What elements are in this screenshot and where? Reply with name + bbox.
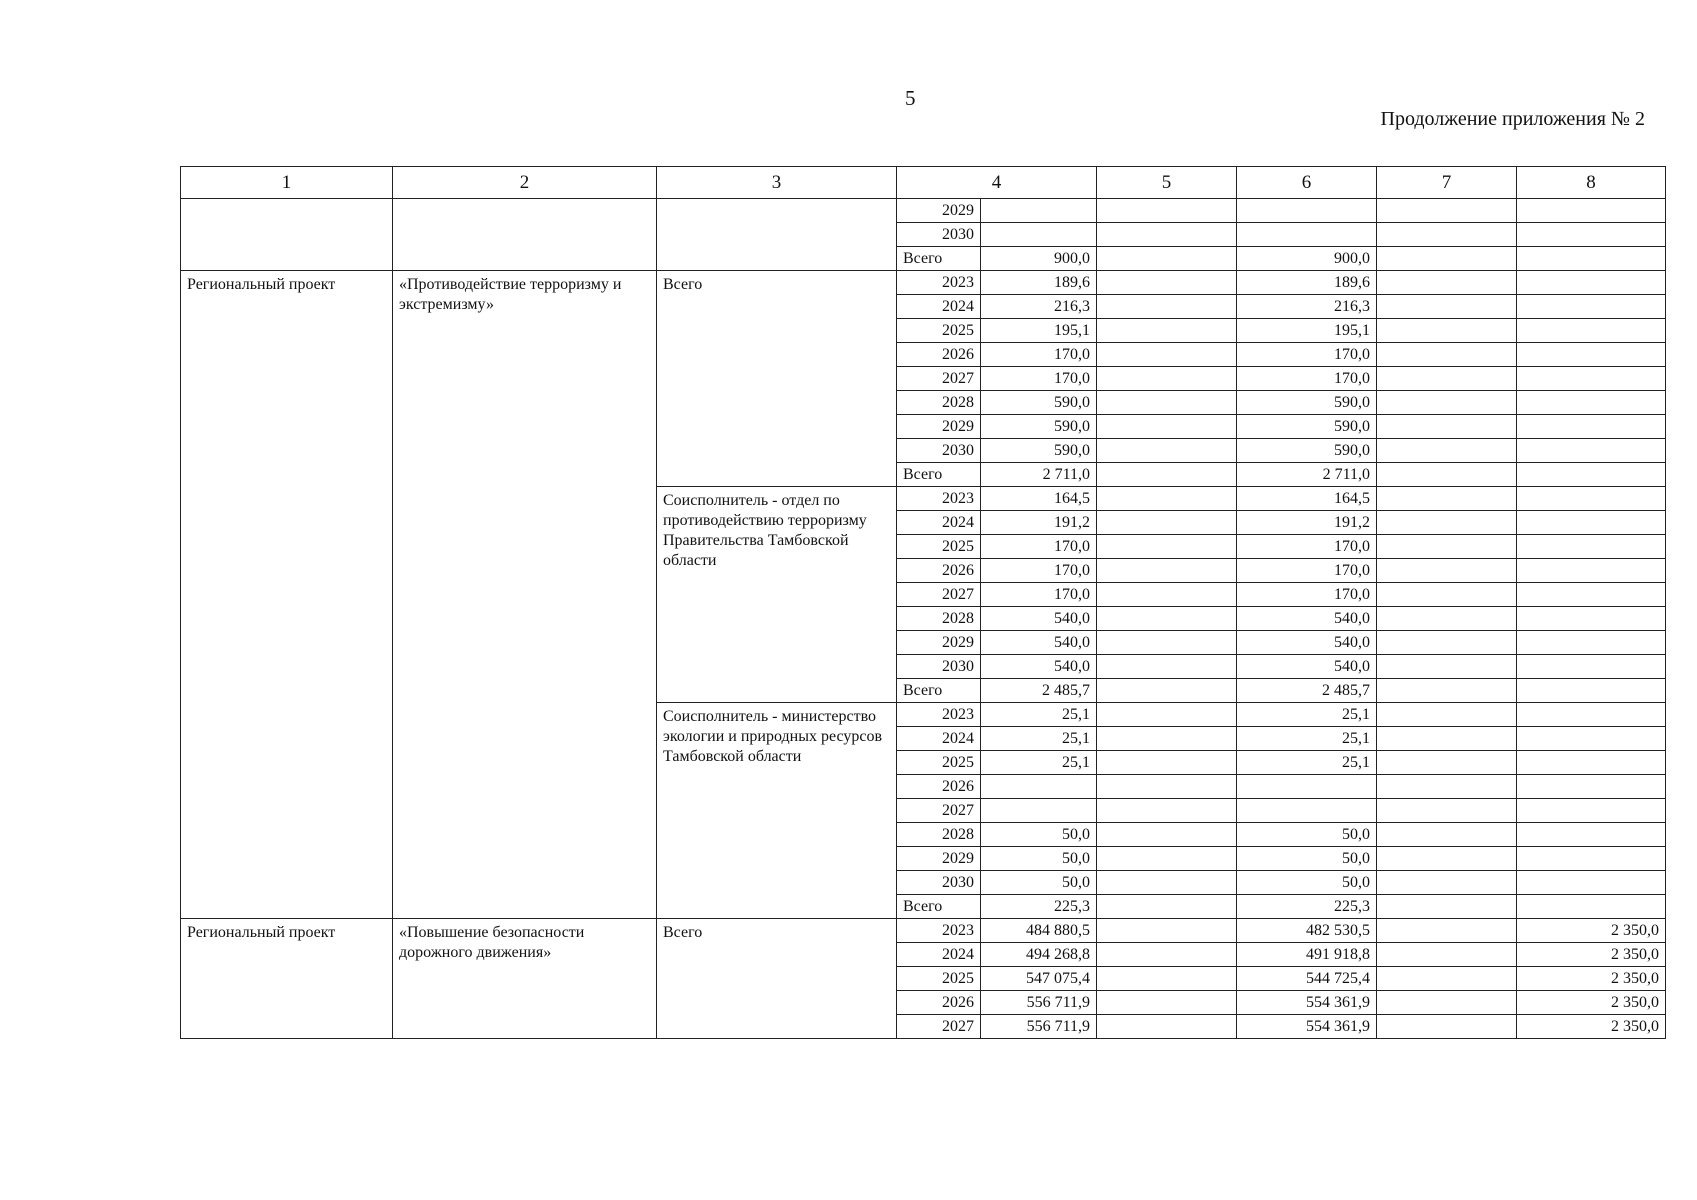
col8-cell <box>1517 199 1666 223</box>
col8-cell <box>1517 655 1666 679</box>
col6-cell: 170,0 <box>1237 559 1377 583</box>
col8-cell <box>1517 463 1666 487</box>
col7-cell <box>1377 223 1517 247</box>
col6-cell: 554 361,9 <box>1237 1015 1377 1039</box>
total-cell: 590,0 <box>981 415 1097 439</box>
year-cell: 2024 <box>897 295 981 319</box>
col6-cell <box>1237 199 1377 223</box>
col8-cell <box>1517 631 1666 655</box>
year-cell: 2024 <box>897 943 981 967</box>
table-body <box>181 167 1666 1039</box>
col6-cell: 225,3 <box>1237 895 1377 919</box>
col5-cell <box>1097 991 1237 1015</box>
col6-cell: 170,0 <box>1237 583 1377 607</box>
col6-cell: 164,5 <box>1237 487 1377 511</box>
total-cell <box>981 223 1097 247</box>
col5-cell <box>1097 895 1237 919</box>
col7-cell <box>1377 799 1517 823</box>
col6-cell: 2 485,7 <box>1237 679 1377 703</box>
col6-cell: 590,0 <box>1237 391 1377 415</box>
year-cell: 2029 <box>897 199 981 223</box>
col5-cell <box>1097 487 1237 511</box>
col8-cell <box>1517 847 1666 871</box>
col6-cell: 25,1 <box>1237 751 1377 775</box>
col7-cell <box>1377 943 1517 967</box>
col5-cell <box>1097 463 1237 487</box>
col7-cell <box>1377 271 1517 295</box>
year-cell: 2030 <box>897 223 981 247</box>
appendix-note: Продолжение приложения № 2 <box>1380 108 1645 130</box>
col6-cell: 544 725,4 <box>1237 967 1377 991</box>
col5-cell <box>1097 439 1237 463</box>
continuation-col1-cell <box>181 199 393 271</box>
total-cell: 50,0 <box>981 823 1097 847</box>
col5-cell <box>1097 271 1237 295</box>
col7-cell <box>1377 823 1517 847</box>
col5-cell <box>1097 727 1237 751</box>
col5-cell <box>1097 511 1237 535</box>
col5-cell <box>1097 799 1237 823</box>
header-cell-2: 2 <box>393 167 657 199</box>
col7-cell <box>1377 727 1517 751</box>
col6-cell: 170,0 <box>1237 367 1377 391</box>
col6-cell: 170,0 <box>1237 343 1377 367</box>
col6-cell: 50,0 <box>1237 823 1377 847</box>
year-cell: 2029 <box>897 847 981 871</box>
year-cell: 2023 <box>897 487 981 511</box>
col6-cell: 540,0 <box>1237 607 1377 631</box>
col8-cell <box>1517 895 1666 919</box>
col7-cell <box>1377 463 1517 487</box>
col6-cell: 590,0 <box>1237 439 1377 463</box>
col8-cell <box>1517 271 1666 295</box>
year-cell: 2026 <box>897 343 981 367</box>
col5-cell <box>1097 967 1237 991</box>
year-cell: 2026 <box>897 559 981 583</box>
col6-cell <box>1237 223 1377 247</box>
year-cell: Всего <box>897 247 981 271</box>
col7-cell <box>1377 679 1517 703</box>
col6-cell: 216,3 <box>1237 295 1377 319</box>
col8-cell <box>1517 247 1666 271</box>
page-number: 5 <box>905 86 916 110</box>
year-cell: 2027 <box>897 1015 981 1039</box>
col8-cell <box>1517 439 1666 463</box>
total-cell: 900,0 <box>981 247 1097 271</box>
col7-cell <box>1377 583 1517 607</box>
col8-cell <box>1517 535 1666 559</box>
project-type-cell: Региональный проект <box>181 271 393 919</box>
col6-cell: 170,0 <box>1237 535 1377 559</box>
year-cell: 2023 <box>897 271 981 295</box>
col7-cell <box>1377 247 1517 271</box>
year-cell: Всего <box>897 679 981 703</box>
col6-cell: 540,0 <box>1237 631 1377 655</box>
total-cell: 540,0 <box>981 655 1097 679</box>
total-cell <box>981 199 1097 223</box>
col8-cell <box>1517 871 1666 895</box>
col7-cell <box>1377 919 1517 943</box>
col7-cell <box>1377 319 1517 343</box>
col5-cell <box>1097 343 1237 367</box>
col8-cell <box>1517 559 1666 583</box>
year-cell: 2025 <box>897 319 981 343</box>
col8-cell <box>1517 391 1666 415</box>
total-cell: 484 880,5 <box>981 919 1097 943</box>
col6-cell: 540,0 <box>1237 655 1377 679</box>
header-cell-8: 8 <box>1517 167 1666 199</box>
year-cell: 2030 <box>897 439 981 463</box>
year-cell: 2026 <box>897 775 981 799</box>
col7-cell <box>1377 511 1517 535</box>
total-cell: 2 711,0 <box>981 463 1097 487</box>
year-cell: 2027 <box>897 799 981 823</box>
col7-cell <box>1377 199 1517 223</box>
col6-cell: 590,0 <box>1237 415 1377 439</box>
year-cell: 2027 <box>897 367 981 391</box>
col8-cell <box>1517 823 1666 847</box>
col8-cell <box>1517 487 1666 511</box>
col8-cell <box>1517 319 1666 343</box>
col8-cell: 2 350,0 <box>1517 1015 1666 1039</box>
year-cell: 2027 <box>897 583 981 607</box>
header-cell-5: 5 <box>1097 167 1237 199</box>
total-cell: 164,5 <box>981 487 1097 511</box>
col6-cell: 195,1 <box>1237 319 1377 343</box>
col8-cell: 2 350,0 <box>1517 919 1666 943</box>
col7-cell <box>1377 487 1517 511</box>
total-cell: 50,0 <box>981 871 1097 895</box>
col8-cell: 2 350,0 <box>1517 967 1666 991</box>
budget-table <box>180 166 1666 1039</box>
col7-cell <box>1377 439 1517 463</box>
total-cell: 170,0 <box>981 535 1097 559</box>
year-cell: 2030 <box>897 655 981 679</box>
col8-cell <box>1517 343 1666 367</box>
col7-cell <box>1377 391 1517 415</box>
col5-cell <box>1097 415 1237 439</box>
year-cell: 2024 <box>897 511 981 535</box>
col8-cell <box>1517 679 1666 703</box>
total-cell: 590,0 <box>981 439 1097 463</box>
col8-cell <box>1517 703 1666 727</box>
total-cell: 540,0 <box>981 631 1097 655</box>
header-cell-7: 7 <box>1377 167 1517 199</box>
col6-cell: 482 530,5 <box>1237 919 1377 943</box>
col8-cell <box>1517 583 1666 607</box>
col8-cell <box>1517 367 1666 391</box>
year-cell: 2029 <box>897 415 981 439</box>
year-cell: 2026 <box>897 991 981 1015</box>
year-cell: 2028 <box>897 607 981 631</box>
year-cell: 2024 <box>897 727 981 751</box>
col8-cell: 2 350,0 <box>1517 943 1666 967</box>
col7-cell <box>1377 1015 1517 1039</box>
col5-cell <box>1097 775 1237 799</box>
col5-cell <box>1097 391 1237 415</box>
col5-cell <box>1097 679 1237 703</box>
table-row <box>181 199 1666 223</box>
col8-cell <box>1517 751 1666 775</box>
year-cell: 2029 <box>897 631 981 655</box>
col7-cell <box>1377 631 1517 655</box>
col8-cell <box>1517 295 1666 319</box>
col7-cell <box>1377 871 1517 895</box>
col5-cell <box>1097 871 1237 895</box>
col6-cell: 189,6 <box>1237 271 1377 295</box>
col8-cell <box>1517 511 1666 535</box>
total-cell: 225,3 <box>981 895 1097 919</box>
col5-cell <box>1097 247 1237 271</box>
total-cell: 191,2 <box>981 511 1097 535</box>
col5-cell <box>1097 199 1237 223</box>
col7-cell <box>1377 415 1517 439</box>
col5-cell <box>1097 823 1237 847</box>
executor-cell: Всего <box>657 919 897 1039</box>
year-cell: Всего <box>897 895 981 919</box>
col7-cell <box>1377 703 1517 727</box>
col5-cell <box>1097 1015 1237 1039</box>
header-cell-4: 4 <box>897 167 1097 199</box>
total-cell: 547 075,4 <box>981 967 1097 991</box>
col7-cell <box>1377 607 1517 631</box>
col8-cell: 2 350,0 <box>1517 991 1666 1015</box>
col8-cell <box>1517 415 1666 439</box>
col6-cell: 554 361,9 <box>1237 991 1377 1015</box>
total-cell: 494 268,8 <box>981 943 1097 967</box>
table-row <box>181 271 1666 295</box>
col5-cell <box>1097 655 1237 679</box>
header-cell-3: 3 <box>657 167 897 199</box>
col5-cell <box>1097 631 1237 655</box>
col7-cell <box>1377 991 1517 1015</box>
col5-cell <box>1097 943 1237 967</box>
continuation-col3-cell <box>657 199 897 271</box>
col7-cell <box>1377 967 1517 991</box>
executor-cell: Соисполнитель - министерство экологии и природных ресурсов Тамбовской области <box>657 703 897 919</box>
col7-cell <box>1377 775 1517 799</box>
col8-cell <box>1517 799 1666 823</box>
total-cell: 25,1 <box>981 727 1097 751</box>
col8-cell <box>1517 223 1666 247</box>
col7-cell <box>1377 535 1517 559</box>
col8-cell <box>1517 607 1666 631</box>
col6-cell: 2 711,0 <box>1237 463 1377 487</box>
col6-cell: 25,1 <box>1237 727 1377 751</box>
total-cell: 540,0 <box>981 607 1097 631</box>
col5-cell <box>1097 703 1237 727</box>
header-cell-1: 1 <box>181 167 393 199</box>
col6-cell <box>1237 799 1377 823</box>
col5-cell <box>1097 583 1237 607</box>
total-cell: 50,0 <box>981 847 1097 871</box>
total-cell: 25,1 <box>981 751 1097 775</box>
total-cell <box>981 775 1097 799</box>
total-cell: 2 485,7 <box>981 679 1097 703</box>
total-cell: 25,1 <box>981 703 1097 727</box>
total-cell: 170,0 <box>981 559 1097 583</box>
project-name-cell: «Противодействие терроризму и экстремизму» <box>393 271 657 919</box>
total-cell: 216,3 <box>981 295 1097 319</box>
year-cell: 2025 <box>897 751 981 775</box>
col7-cell <box>1377 895 1517 919</box>
col5-cell <box>1097 559 1237 583</box>
total-cell: 189,6 <box>981 271 1097 295</box>
col6-cell: 25,1 <box>1237 703 1377 727</box>
header-row <box>181 167 1666 199</box>
total-cell: 170,0 <box>981 583 1097 607</box>
col5-cell <box>1097 367 1237 391</box>
project-name-cell: «Повышение безопасности дорожного движения» <box>393 919 657 1039</box>
col5-cell <box>1097 223 1237 247</box>
total-cell: 590,0 <box>981 391 1097 415</box>
col5-cell <box>1097 295 1237 319</box>
col5-cell <box>1097 751 1237 775</box>
total-cell: 195,1 <box>981 319 1097 343</box>
col8-cell <box>1517 775 1666 799</box>
col5-cell <box>1097 607 1237 631</box>
col5-cell <box>1097 919 1237 943</box>
continuation-col2-cell <box>393 199 657 271</box>
total-cell: 556 711,9 <box>981 1015 1097 1039</box>
col7-cell <box>1377 655 1517 679</box>
header-cell-6: 6 <box>1237 167 1377 199</box>
year-cell: 2028 <box>897 391 981 415</box>
year-cell: 2023 <box>897 919 981 943</box>
col6-cell: 50,0 <box>1237 847 1377 871</box>
col6-cell <box>1237 775 1377 799</box>
col5-cell <box>1097 319 1237 343</box>
executor-cell: Соисполнитель - отдел по противодействию терроризму Правительства Тамбовской области <box>657 487 897 703</box>
col6-cell: 50,0 <box>1237 871 1377 895</box>
col7-cell <box>1377 343 1517 367</box>
col6-cell: 900,0 <box>1237 247 1377 271</box>
total-cell: 556 711,9 <box>981 991 1097 1015</box>
col6-cell: 191,2 <box>1237 511 1377 535</box>
total-cell: 170,0 <box>981 367 1097 391</box>
col6-cell: 491 918,8 <box>1237 943 1377 967</box>
year-cell: 2025 <box>897 535 981 559</box>
col5-cell <box>1097 535 1237 559</box>
year-cell: Всего <box>897 463 981 487</box>
col7-cell <box>1377 847 1517 871</box>
project-type-cell: Региональный проект <box>181 919 393 1039</box>
col5-cell <box>1097 847 1237 871</box>
year-cell: 2028 <box>897 823 981 847</box>
col7-cell <box>1377 295 1517 319</box>
total-cell <box>981 799 1097 823</box>
executor-cell: Всего <box>657 271 897 487</box>
col7-cell <box>1377 559 1517 583</box>
col7-cell <box>1377 751 1517 775</box>
table-row <box>181 919 1666 943</box>
col8-cell <box>1517 727 1666 751</box>
col7-cell <box>1377 367 1517 391</box>
year-cell: 2025 <box>897 967 981 991</box>
year-cell: 2030 <box>897 871 981 895</box>
year-cell: 2023 <box>897 703 981 727</box>
total-cell: 170,0 <box>981 343 1097 367</box>
